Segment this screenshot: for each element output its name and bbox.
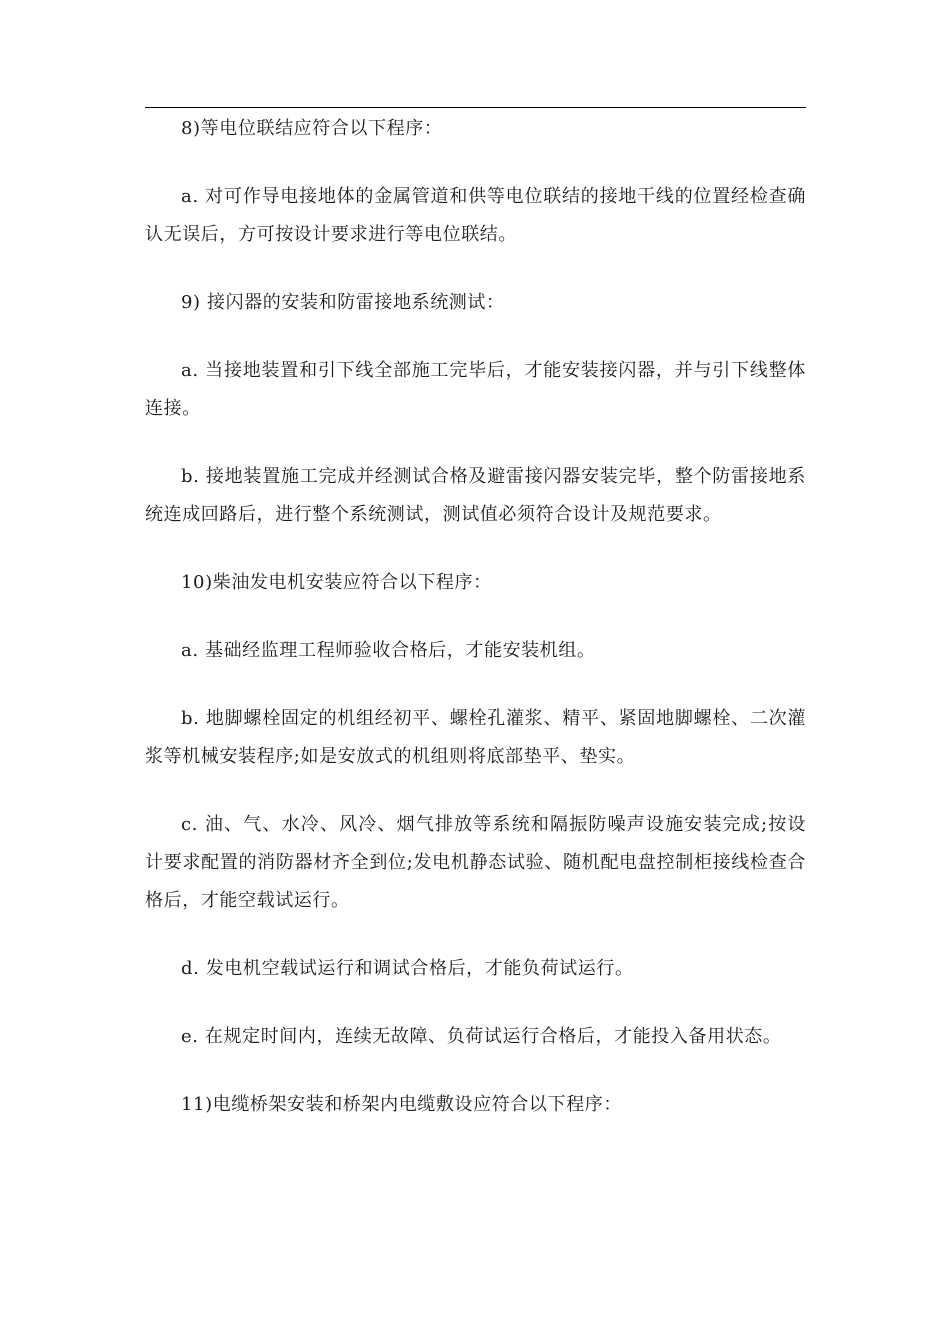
list-item-equipotential-a: a. 对可作导电接地体的金属管道和供等电位联结的接地干线的位置经检查确认无误后，方可按设计要求进行等电位联结。 (145, 186, 806, 245)
document-body (145, 110, 806, 1124)
list-item-air-terminal-b: b. 接地装置施工完成并经测试合格及避雷接闪器安装完毕，整个防雷接地系统连成回路后，进行整个系统测试，测试值必须符合设计及规范要求。 (145, 466, 806, 525)
list-item-generator-c: c. 油、气、水冷、风冷、烟气排放等系统和隔振防噪声设施安装完成;按设计要求配置的消防器材齐全到位;发电机静态试验、随机配电盘控制柜接线检查合格后，才能空载试运行。 (145, 814, 806, 911)
section-heading-cable-tray: 11)电缆桥架安装和桥架内电缆敷设应符合以下程序： (181, 1094, 622, 1115)
list-item-generator-a: a. 基础经监理工程师验收合格后，才能安装机组。 (181, 640, 596, 661)
section-heading-air-terminal-lightning-test: 9) 接闪器的安装和防雷接地系统测试： (181, 292, 505, 313)
list-item-generator-b: b. 地脚螺栓固定的机组经初平、螺栓孔灌浆、精平、紧固地脚螺栓、二次灌浆等机械安装程序;如是安放式的机组则将底部垫平、垫实。 (145, 708, 806, 767)
list-item-generator-e: e. 在规定时间内，连续无故障、负荷试运行合格后，才能投入备用状态。 (181, 1026, 782, 1047)
list-item-air-terminal-a: a. 当接地装置和引下线全部施工完毕后，才能安装接闪器，并与引下线整体连接。 (145, 360, 806, 419)
header-rule (145, 107, 806, 108)
section-heading-diesel-generator: 10)柴油发电机安装应符合以下程序： (181, 572, 492, 593)
list-item-generator-d: d. 发电机空载试运行和调试合格后，才能负荷试运行。 (181, 958, 634, 979)
section-heading-equipotential-bonding: 8)等电位联结应符合以下程序： (181, 118, 443, 139)
